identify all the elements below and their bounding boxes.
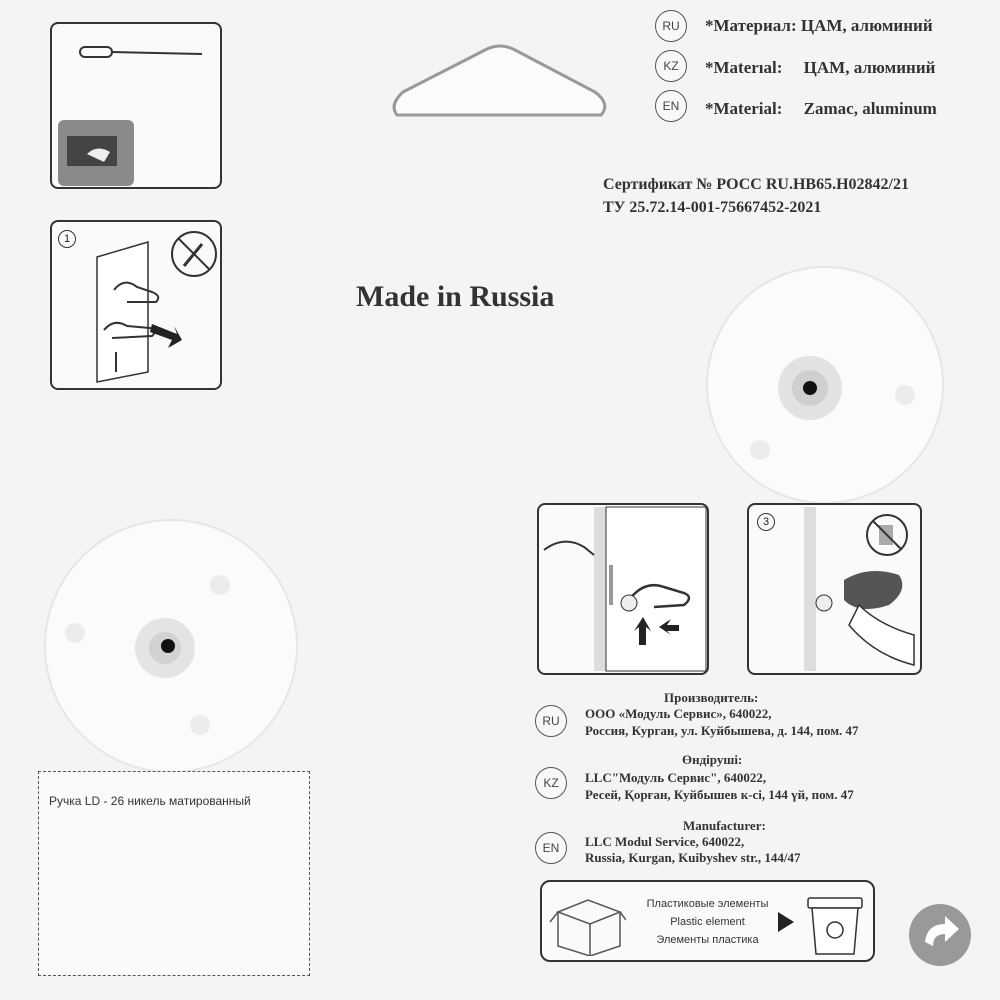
lang-en-badge: EN xyxy=(655,90,687,122)
mfr-kz-line2: Ресей, Қорған, Куйбышев к-сі, 144 үй, пом. 47 xyxy=(585,787,854,802)
no-screwdriver-icon xyxy=(172,230,216,274)
mfr-en-heading: Manufacturer: xyxy=(683,818,766,833)
product-label: Ручка LD - 26 никель матированный xyxy=(49,794,251,808)
recycle-arrow-icon xyxy=(907,902,973,968)
lang-ru-badge: RU xyxy=(655,10,687,42)
material-kz: *Materıal: ЦАМ, алюминий xyxy=(705,58,936,77)
mfr-kz-badge: KZ xyxy=(535,767,567,799)
step2-panel xyxy=(537,503,709,675)
certificate-tu: ТУ 25.72.14-001-75667452-2021 xyxy=(603,199,822,216)
step3-panel xyxy=(747,503,922,675)
mfr-en-badge: EN xyxy=(535,832,567,864)
certificate-number: Сертификат № РОСС RU.HB65.H02842/21 xyxy=(603,176,909,193)
material-en: *Material: Zamac, aluminum xyxy=(705,99,937,118)
mfr-kz-line1: LLC"Модуль Сервис", 640022, xyxy=(585,770,767,785)
arrow-right-icon xyxy=(778,912,794,932)
step2-illustration xyxy=(539,505,707,673)
mfr-ru-line2: Россия, Курган, ул. Куйбышева, д. 144, пом. 47 xyxy=(585,723,859,738)
hanger-hole xyxy=(385,40,615,125)
recycle-bin-icon xyxy=(804,892,866,958)
plastic-info-box xyxy=(540,880,875,962)
mfr-kz-heading: Өндіруші: xyxy=(682,752,743,767)
mfr-ru-heading: Производитель: xyxy=(664,690,759,705)
step3-badge: 3 xyxy=(757,513,775,531)
screwdriver-icon xyxy=(52,24,220,187)
step1-badge: 1 xyxy=(58,230,76,248)
rosette-disc-right xyxy=(700,260,950,510)
tool-panel xyxy=(50,22,222,189)
plastic-line-ru2: Элементы пластика xyxy=(656,934,759,946)
plastic-line-ru: Пластиковые элементы xyxy=(646,898,769,910)
product-label-box xyxy=(38,771,310,976)
mfr-ru-badge: RU xyxy=(535,705,567,737)
step3-illustration xyxy=(749,505,920,673)
rosette-disc-left xyxy=(40,515,302,777)
made-in-label: Made in Russia xyxy=(356,280,555,313)
step1-panel xyxy=(50,220,222,390)
mfr-en-line1: LLC Modul Service, 640022, xyxy=(585,834,745,849)
plastic-line-en: Plastic element xyxy=(670,916,745,928)
lang-kz-badge: KZ xyxy=(655,50,687,82)
mfr-en-line2: Russia, Kurgan, Kuibyshev str., 144/47 xyxy=(585,850,801,865)
mfr-ru-line1: ООО «Модуль Сервис», 640022, xyxy=(585,706,772,721)
material-ru: *Материал: ЦАМ, алюминий xyxy=(705,16,933,35)
